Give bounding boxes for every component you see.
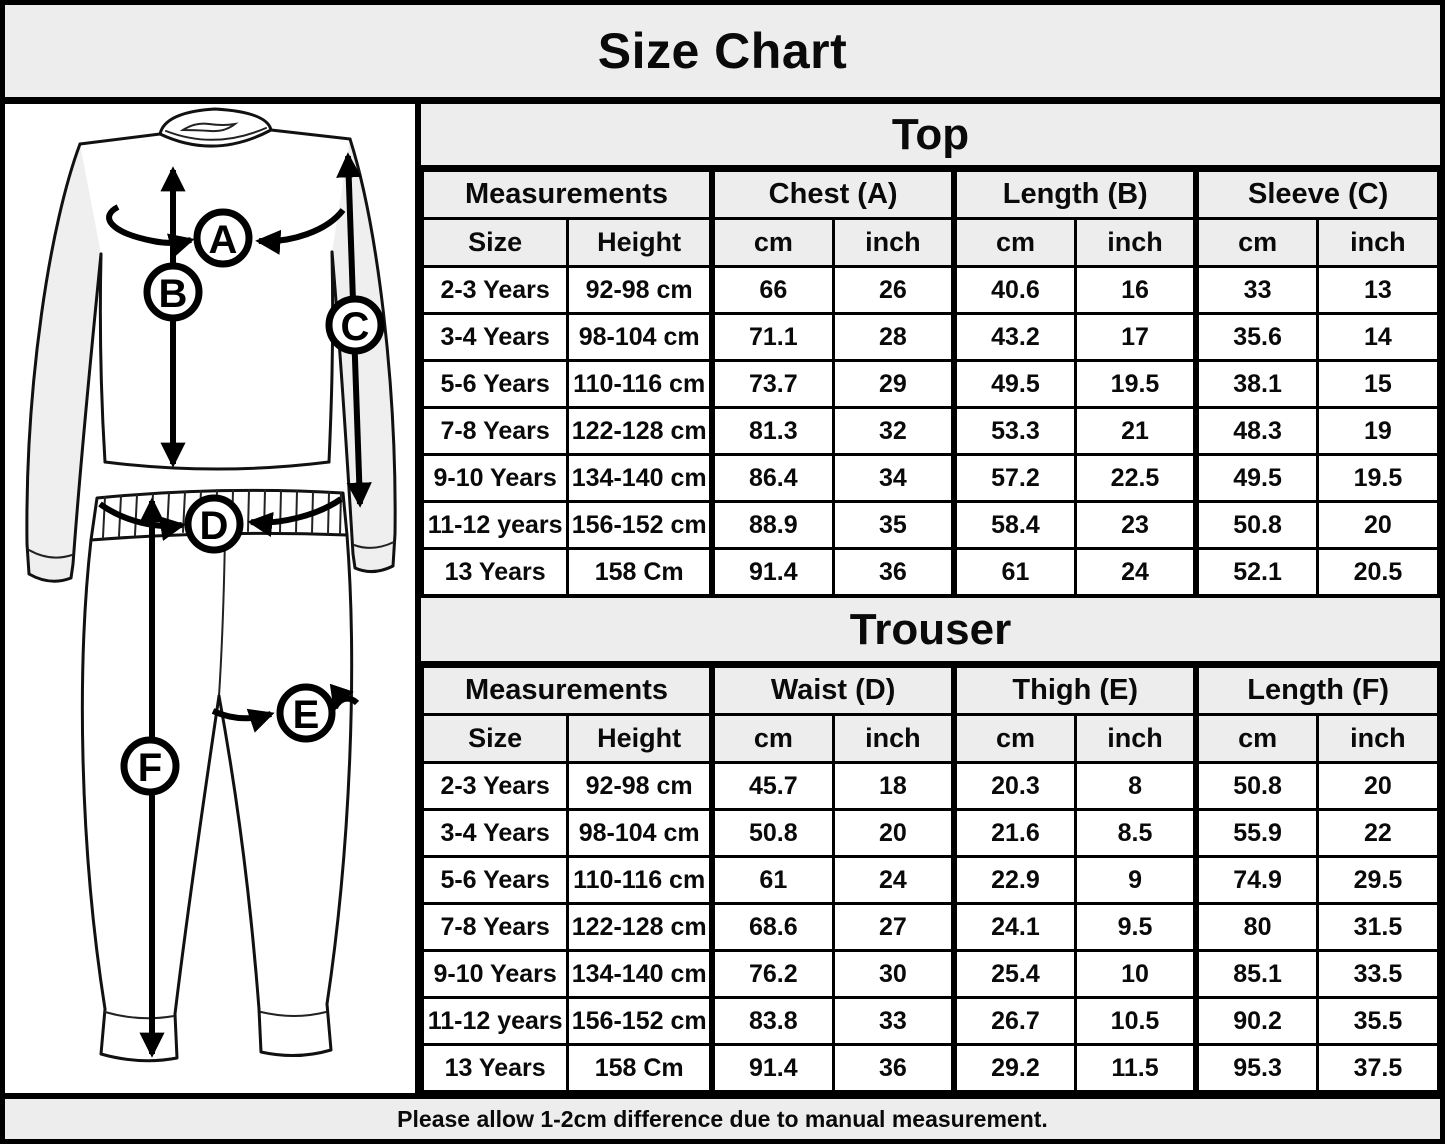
top-col-chest-inch: inch bbox=[833, 219, 954, 267]
top-cell: 29 bbox=[833, 361, 954, 408]
top-col-chest-cm: cm bbox=[712, 219, 833, 267]
top-col-length-inch: inch bbox=[1075, 219, 1196, 267]
marker-a-letter: A bbox=[208, 218, 238, 262]
trouser-cell: 37.5 bbox=[1317, 1045, 1438, 1092]
trouser-cell: 50.8 bbox=[1196, 763, 1317, 810]
trouser-cell: 9.5 bbox=[1075, 904, 1196, 951]
trouser-cell: 24.1 bbox=[954, 904, 1075, 951]
thigh-e-hook bbox=[335, 699, 357, 708]
trouser-cell: 10.5 bbox=[1075, 998, 1196, 1045]
trouser-cell: 92-98 cm bbox=[568, 763, 712, 810]
top-cell: 92-98 cm bbox=[568, 267, 712, 314]
top-cell: 32 bbox=[833, 408, 954, 455]
top-group-header-row bbox=[423, 171, 1439, 219]
top-cell: 88.9 bbox=[712, 502, 833, 549]
top-table-row bbox=[423, 314, 1439, 361]
top-cell: 158 Cm bbox=[568, 549, 712, 596]
top-cell: 35 bbox=[833, 502, 954, 549]
trouser-col-waist-inch: inch bbox=[833, 715, 954, 763]
trouser-cell: 122-128 cm bbox=[568, 904, 712, 951]
trouser-cell: 3-4 Years bbox=[423, 810, 568, 857]
top-cell: 17 bbox=[1075, 314, 1196, 361]
trouser-table-row bbox=[423, 1045, 1439, 1092]
top-cell: 49.5 bbox=[954, 361, 1075, 408]
top-section-heading: Top bbox=[421, 104, 1440, 169]
trouser-cell: 8 bbox=[1075, 763, 1196, 810]
trouser-cell: 158 Cm bbox=[568, 1045, 712, 1092]
top-cell: 19.5 bbox=[1075, 361, 1196, 408]
top-group-length: Length (B) bbox=[954, 171, 1196, 219]
trouser-group-measurements: Measurements bbox=[423, 667, 713, 715]
trouser-cell: 10 bbox=[1075, 951, 1196, 998]
trouser-sub-header-row bbox=[423, 715, 1439, 763]
trouser-cell: 27 bbox=[833, 904, 954, 951]
trouser-section-heading: Trouser bbox=[421, 597, 1440, 665]
content-area bbox=[5, 104, 1440, 1093]
top-cell: 19.5 bbox=[1317, 455, 1438, 502]
trouser-cell: 68.6 bbox=[712, 904, 833, 951]
top-cell: 11-12 years bbox=[423, 502, 568, 549]
top-cell: 13 Years bbox=[423, 549, 568, 596]
top-col-size: Size bbox=[423, 219, 568, 267]
waist-d-arrow-left bbox=[100, 504, 182, 526]
trouser-cell: 80 bbox=[1196, 904, 1317, 951]
top-cell: 38.1 bbox=[1196, 361, 1317, 408]
size-tables bbox=[415, 104, 1440, 1093]
trouser-cell: 83.8 bbox=[712, 998, 833, 1045]
page-title: Size Chart bbox=[5, 5, 1440, 104]
trouser-cell: 61 bbox=[712, 857, 833, 904]
trouser-group-length: Length (F) bbox=[1196, 667, 1438, 715]
trouser-cell: 11-12 years bbox=[423, 998, 568, 1045]
top-cell: 33 bbox=[1196, 267, 1317, 314]
trouser-cell: 7-8 Years bbox=[423, 904, 568, 951]
trouser-cell: 29.2 bbox=[954, 1045, 1075, 1092]
trouser-cell: 33.5 bbox=[1317, 951, 1438, 998]
top-cell: 21 bbox=[1075, 408, 1196, 455]
top-cell: 13 bbox=[1317, 267, 1438, 314]
top-cell: 19 bbox=[1317, 408, 1438, 455]
top-table-row bbox=[423, 549, 1439, 596]
chest-a-arrow-right bbox=[259, 210, 343, 241]
top-table-row bbox=[423, 455, 1439, 502]
trouser-table-row bbox=[423, 904, 1439, 951]
trouser-cell: 85.1 bbox=[1196, 951, 1317, 998]
trouser-table-row bbox=[423, 951, 1439, 998]
top-cell: 40.6 bbox=[954, 267, 1075, 314]
top-cell: 20.5 bbox=[1317, 549, 1438, 596]
trouser-cell: 11.5 bbox=[1075, 1045, 1196, 1092]
trouser-cell: 45.7 bbox=[712, 763, 833, 810]
top-cell: 81.3 bbox=[712, 408, 833, 455]
top-cell: 58.4 bbox=[954, 502, 1075, 549]
top-cell: 24 bbox=[1075, 549, 1196, 596]
top-cell: 3-4 Years bbox=[423, 314, 568, 361]
top-cell: 66 bbox=[712, 267, 833, 314]
top-cell: 52.1 bbox=[1196, 549, 1317, 596]
trouser-col-thigh-cm: cm bbox=[954, 715, 1075, 763]
trouser-cell: 18 bbox=[833, 763, 954, 810]
trouser-cell: 24 bbox=[833, 857, 954, 904]
trouser-group-thigh: Thigh (E) bbox=[954, 667, 1196, 715]
top-cell: 35.6 bbox=[1196, 314, 1317, 361]
top-cell: 48.3 bbox=[1196, 408, 1317, 455]
measurement-arrows bbox=[100, 156, 360, 1054]
top-col-height: Height bbox=[568, 219, 712, 267]
trouser-cell: 20 bbox=[1317, 763, 1438, 810]
top-group-sleeve: Sleeve (C) bbox=[1196, 171, 1438, 219]
top-cell: 15 bbox=[1317, 361, 1438, 408]
top-cell: 14 bbox=[1317, 314, 1438, 361]
marker-e-letter: E bbox=[292, 693, 320, 737]
trouser-cell: 74.9 bbox=[1196, 857, 1317, 904]
top-cell: 43.2 bbox=[954, 314, 1075, 361]
trouser-cell: 2-3 Years bbox=[423, 763, 568, 810]
top-table-row bbox=[423, 502, 1439, 549]
trouser-col-length-inch: inch bbox=[1317, 715, 1438, 763]
clothing-sketch-svg bbox=[5, 104, 415, 1093]
trouser-cell: 22 bbox=[1317, 810, 1438, 857]
top-cell: 61 bbox=[954, 549, 1075, 596]
chest-a-arrow-left bbox=[109, 207, 191, 243]
trouser-cell: 50.8 bbox=[712, 810, 833, 857]
top-cell: 71.1 bbox=[712, 314, 833, 361]
trouser-cell: 156-152 cm bbox=[568, 998, 712, 1045]
trouser-cell: 55.9 bbox=[1196, 810, 1317, 857]
top-cell: 50.8 bbox=[1196, 502, 1317, 549]
trouser-cell: 22.9 bbox=[954, 857, 1075, 904]
thigh-e-arrow bbox=[213, 711, 271, 718]
trouser-cell: 25.4 bbox=[954, 951, 1075, 998]
trouser-cell: 21.6 bbox=[954, 810, 1075, 857]
trouser-col-waist-cm: cm bbox=[712, 715, 833, 763]
trouser-col-size: Size bbox=[423, 715, 568, 763]
top-cell: 98-104 cm bbox=[568, 314, 712, 361]
trouser-cell: 134-140 cm bbox=[568, 951, 712, 998]
top-cell: 20 bbox=[1317, 502, 1438, 549]
top-cell: 86.4 bbox=[712, 455, 833, 502]
top-size-table bbox=[421, 169, 1440, 597]
footer-note: Please allow 1-2cm difference due to manual measurement. bbox=[5, 1093, 1440, 1139]
trouser-cell: 30 bbox=[833, 951, 954, 998]
top-cell: 23 bbox=[1075, 502, 1196, 549]
top-group-measurements: Measurements bbox=[423, 171, 713, 219]
trouser-group-header-row bbox=[423, 667, 1439, 715]
top-cell: 49.5 bbox=[1196, 455, 1317, 502]
trouser-table-row bbox=[423, 763, 1439, 810]
top-cell: 26 bbox=[833, 267, 954, 314]
trouser-cell: 5-6 Years bbox=[423, 857, 568, 904]
top-table-row bbox=[423, 267, 1439, 314]
trouser-cell: 8.5 bbox=[1075, 810, 1196, 857]
top-cell: 36 bbox=[833, 549, 954, 596]
top-cell: 16 bbox=[1075, 267, 1196, 314]
top-table-body bbox=[423, 267, 1439, 596]
trouser-cell: 90.2 bbox=[1196, 998, 1317, 1045]
trouser-cell: 26.7 bbox=[954, 998, 1075, 1045]
top-group-chest: Chest (A) bbox=[712, 171, 954, 219]
top-col-sleeve-inch: inch bbox=[1317, 219, 1438, 267]
top-sub-header-row bbox=[423, 219, 1439, 267]
trouser-cell: 35.5 bbox=[1317, 998, 1438, 1045]
trouser-cell: 110-116 cm bbox=[568, 857, 712, 904]
trouser-table-row bbox=[423, 998, 1439, 1045]
top-cell: 9-10 Years bbox=[423, 455, 568, 502]
trouser-cell: 76.2 bbox=[712, 951, 833, 998]
measurement-diagram bbox=[5, 104, 415, 1093]
trouser-table-body bbox=[423, 763, 1439, 1092]
trouser-cell: 91.4 bbox=[712, 1045, 833, 1092]
trouser-group-waist: Waist (D) bbox=[712, 667, 954, 715]
top-cell: 134-140 cm bbox=[568, 455, 712, 502]
top-cell: 122-128 cm bbox=[568, 408, 712, 455]
trouser-cell: 36 bbox=[833, 1045, 954, 1092]
top-cell: 5-6 Years bbox=[423, 361, 568, 408]
marker-c-letter: C bbox=[340, 305, 370, 349]
top-table-row bbox=[423, 361, 1439, 408]
trouser-cell: 31.5 bbox=[1317, 904, 1438, 951]
top-cell: 156-152 cm bbox=[568, 502, 712, 549]
trouser-cell: 13 Years bbox=[423, 1045, 568, 1092]
top-cell: 53.3 bbox=[954, 408, 1075, 455]
trouser-cell: 95.3 bbox=[1196, 1045, 1317, 1092]
top-col-length-cm: cm bbox=[954, 219, 1075, 267]
marker-b-letter: B bbox=[158, 272, 188, 316]
trouser-col-height: Height bbox=[568, 715, 712, 763]
trouser-table-row bbox=[423, 857, 1439, 904]
trouser-cell: 29.5 bbox=[1317, 857, 1438, 904]
top-cell: 57.2 bbox=[954, 455, 1075, 502]
top-col-sleeve-cm: cm bbox=[1196, 219, 1317, 267]
marker-f-letter: F bbox=[137, 746, 163, 790]
trouser-cell: 20.3 bbox=[954, 763, 1075, 810]
top-table-row bbox=[423, 408, 1439, 455]
marker-d-letter: D bbox=[199, 504, 229, 548]
trouser-cell: 9-10 Years bbox=[423, 951, 568, 998]
top-cell: 110-116 cm bbox=[568, 361, 712, 408]
trouser-cell: 9 bbox=[1075, 857, 1196, 904]
top-cell: 28 bbox=[833, 314, 954, 361]
trouser-col-length-cm: cm bbox=[1196, 715, 1317, 763]
trouser-size-table bbox=[421, 665, 1440, 1093]
top-cell: 34 bbox=[833, 455, 954, 502]
trouser-col-thigh-inch: inch bbox=[1075, 715, 1196, 763]
trouser-cell: 98-104 cm bbox=[568, 810, 712, 857]
top-cell: 22.5 bbox=[1075, 455, 1196, 502]
trouser-cell: 20 bbox=[833, 810, 954, 857]
trouser-cell: 33 bbox=[833, 998, 954, 1045]
trouser-table-row bbox=[423, 810, 1439, 857]
top-cell: 7-8 Years bbox=[423, 408, 568, 455]
top-cell: 73.7 bbox=[712, 361, 833, 408]
top-cell: 2-3 Years bbox=[423, 267, 568, 314]
top-cell: 91.4 bbox=[712, 549, 833, 596]
